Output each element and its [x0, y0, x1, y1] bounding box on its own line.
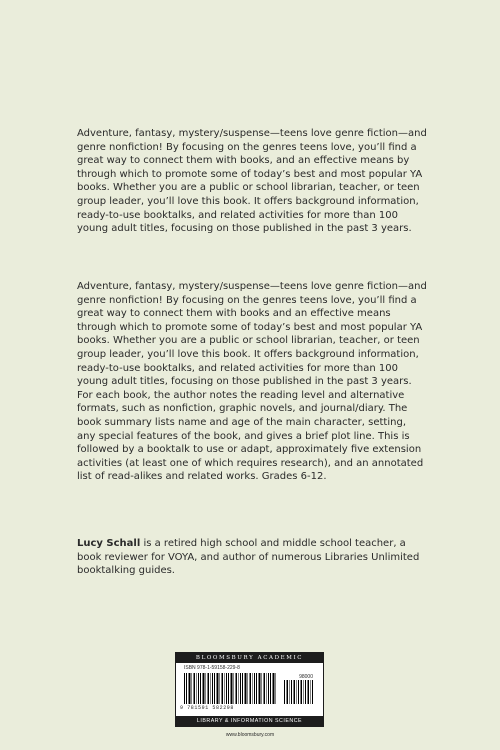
blurb-paragraph-long: Adventure, fantasy, mystery/suspense—teens love genre fiction—and genre nonfiction! By focusing on the genres teens love, you’ll find a great way to connect them with books and an effective means through which to promote some of today’s best and most popular YA books. Whether you are a public or school librarian, teacher, or teen group leader, you’ll love this book. It offers background information, ready-to-use booktalks, and related activities for more than 100 young adult titles, focusing on those published in the past 3 years. For each book, the author notes the reading level and alternative formats, such as nonfiction, graphic novels, and journal/diary. The book summary lists name and age of the main character, setting, any special features of the book, and gives a brief plot line. This is followed by a booktalk to use or adapt, approximately five extension activities (at least one of which requires research), and an annotated list of read-alikes and related works. Grades 6-12. — [77, 281, 427, 483]
addon-barcode-bars — [284, 680, 314, 704]
price-code: 98000 — [299, 674, 313, 680]
subject-category: LIBRARY & INFORMATION SCIENCE — [176, 716, 323, 726]
author-name: Lucy Schall — [77, 538, 141, 549]
barcode-digits: 9 781591 582298 — [180, 705, 235, 711]
isbn-text: ISBN 978-1-59158-229-8 — [184, 665, 240, 671]
barcode-bars — [184, 673, 276, 704]
publisher-website: www.bloomsbury.com — [225, 732, 275, 738]
publisher-imprint: BLOOMSBURY ACADEMIC — [176, 653, 323, 663]
author-bio-text: is a retired high school and middle school teacher, a book reviewer for VOYA, and author of numerous Libraries Unlimited booktalking guides. — [77, 538, 420, 577]
blurb-paragraph-short: Adventure, fantasy, mystery/suspense—teens love genre fiction—and genre nonfiction! By focusing on the genres teens love, you’ll find a great way to connect them with books, and an effective means by through which to promote some of today’s best and most popular YA books. Whether you are a public or school librarian, teacher, or teen group leader, you’ll love this book. It offers background information, ready-to-use booktalks, and related activities for more than 100 young adult titles, focusing on those published in the past 3 years. — [77, 128, 427, 235]
author-bio — [77, 537, 427, 578]
barcode-block — [175, 652, 324, 727]
